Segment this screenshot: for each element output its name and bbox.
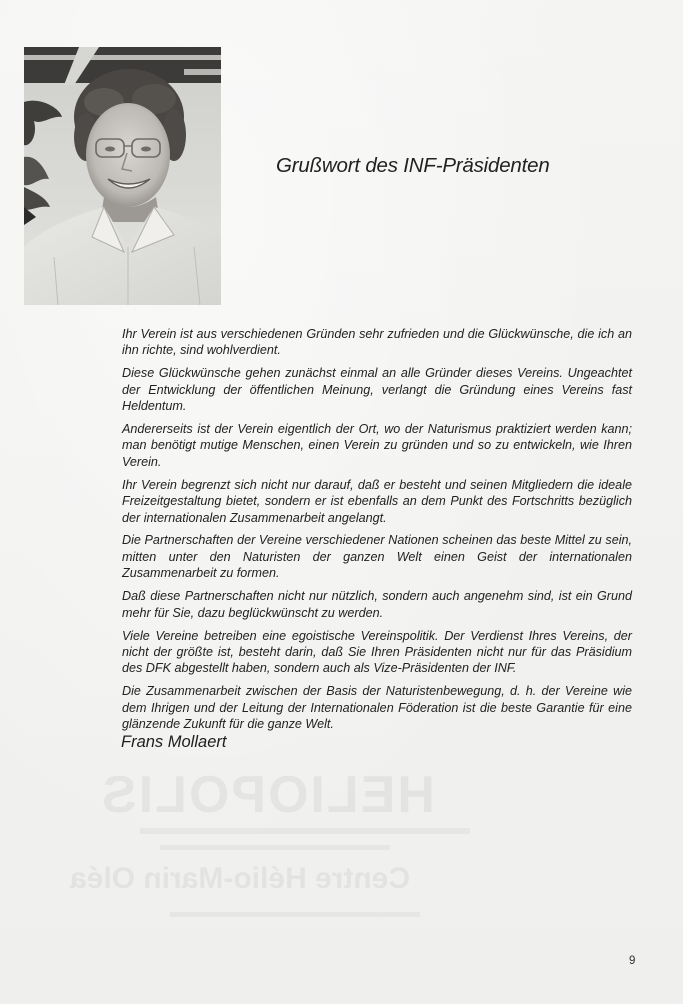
show-through-line bbox=[170, 912, 420, 917]
letter-body bbox=[122, 326, 632, 739]
portrait-photo bbox=[24, 47, 221, 305]
paragraph: Viele Vereine betreiben eine egoistische Vereinspolitik. Der Verdienst Ihres Vereins, der nicht der größte ist, besteht darin, daß Sie Ihren Präsidenten nicht nur für das Präsidium des DFK abgestellt haben, sondern auch als Vize-Präsidenten der INF. bbox=[122, 628, 632, 676]
paragraph: Daß diese Partnerschaften nicht nur nützlich, sondern auch angenehm sind, ist ein Grund mehr für Sie, dazu beglückwünscht zu werden. bbox=[122, 589, 632, 620]
portrait-image bbox=[24, 47, 221, 305]
paragraph: Die Zusammenarbeit zwischen der Basis der Naturistenbewegung, d. h. der Vereine wie dem Ihrigen und der Leitung der Internationalen Föderation ist die beste Garantie für eine glänzende Zukunft für die ganze Welt. bbox=[122, 684, 632, 732]
show-through-headline: HELIOPOLIS bbox=[100, 766, 435, 824]
paragraph: Die Partnerschaften der Vereine verschiedener Nationen scheinen das beste Mittel zu sein, mitten unter den Naturisten der ganzen Welt einen Geist der internationalen Zusammenarbeit zu formen. bbox=[122, 533, 632, 581]
paragraph: Diese Glückwünsche gehen zunächst einmal an alle Gründer dieses Vereins. Ungeachtet der Entwicklung der öffentlichen Meinung, verlangt die Gründung eines Vereins fast Heldentum. bbox=[122, 366, 632, 414]
show-through-subheadline: Centre Hélio-Marin Oléa bbox=[70, 862, 411, 895]
paragraph: Ihr Verein ist aus verschiedenen Gründen sehr zufrieden und die Glückwünsche, die ich an ihn richte, sind wohlverdient. bbox=[122, 327, 632, 358]
show-through-line bbox=[160, 845, 390, 850]
paragraph: Ihr Verein begrenzt sich nicht nur darauf, daß er besteht und seinen Mitgliedern die ideale Freizeitgestaltung bietet, sondern er ist ebenfalls an dem Punkt des Fortschritts bezüglich der internationalen Zusammenarbeit angelangt. bbox=[122, 477, 632, 525]
paragraph: Andererseits ist der Verein eigentlich der Ort, wo der Naturismus praktiziert werden kann; man benötigt mutige Menschen, einen Verein zu gründen und so zu entwickeln, wie Ihren Verein. bbox=[122, 422, 632, 469]
show-through-line bbox=[140, 828, 470, 834]
page-title: Grußwort des INF-Präsidenten bbox=[276, 154, 550, 177]
signature: Frans Mollaert bbox=[121, 733, 227, 751]
page-number: 9 bbox=[629, 955, 636, 967]
